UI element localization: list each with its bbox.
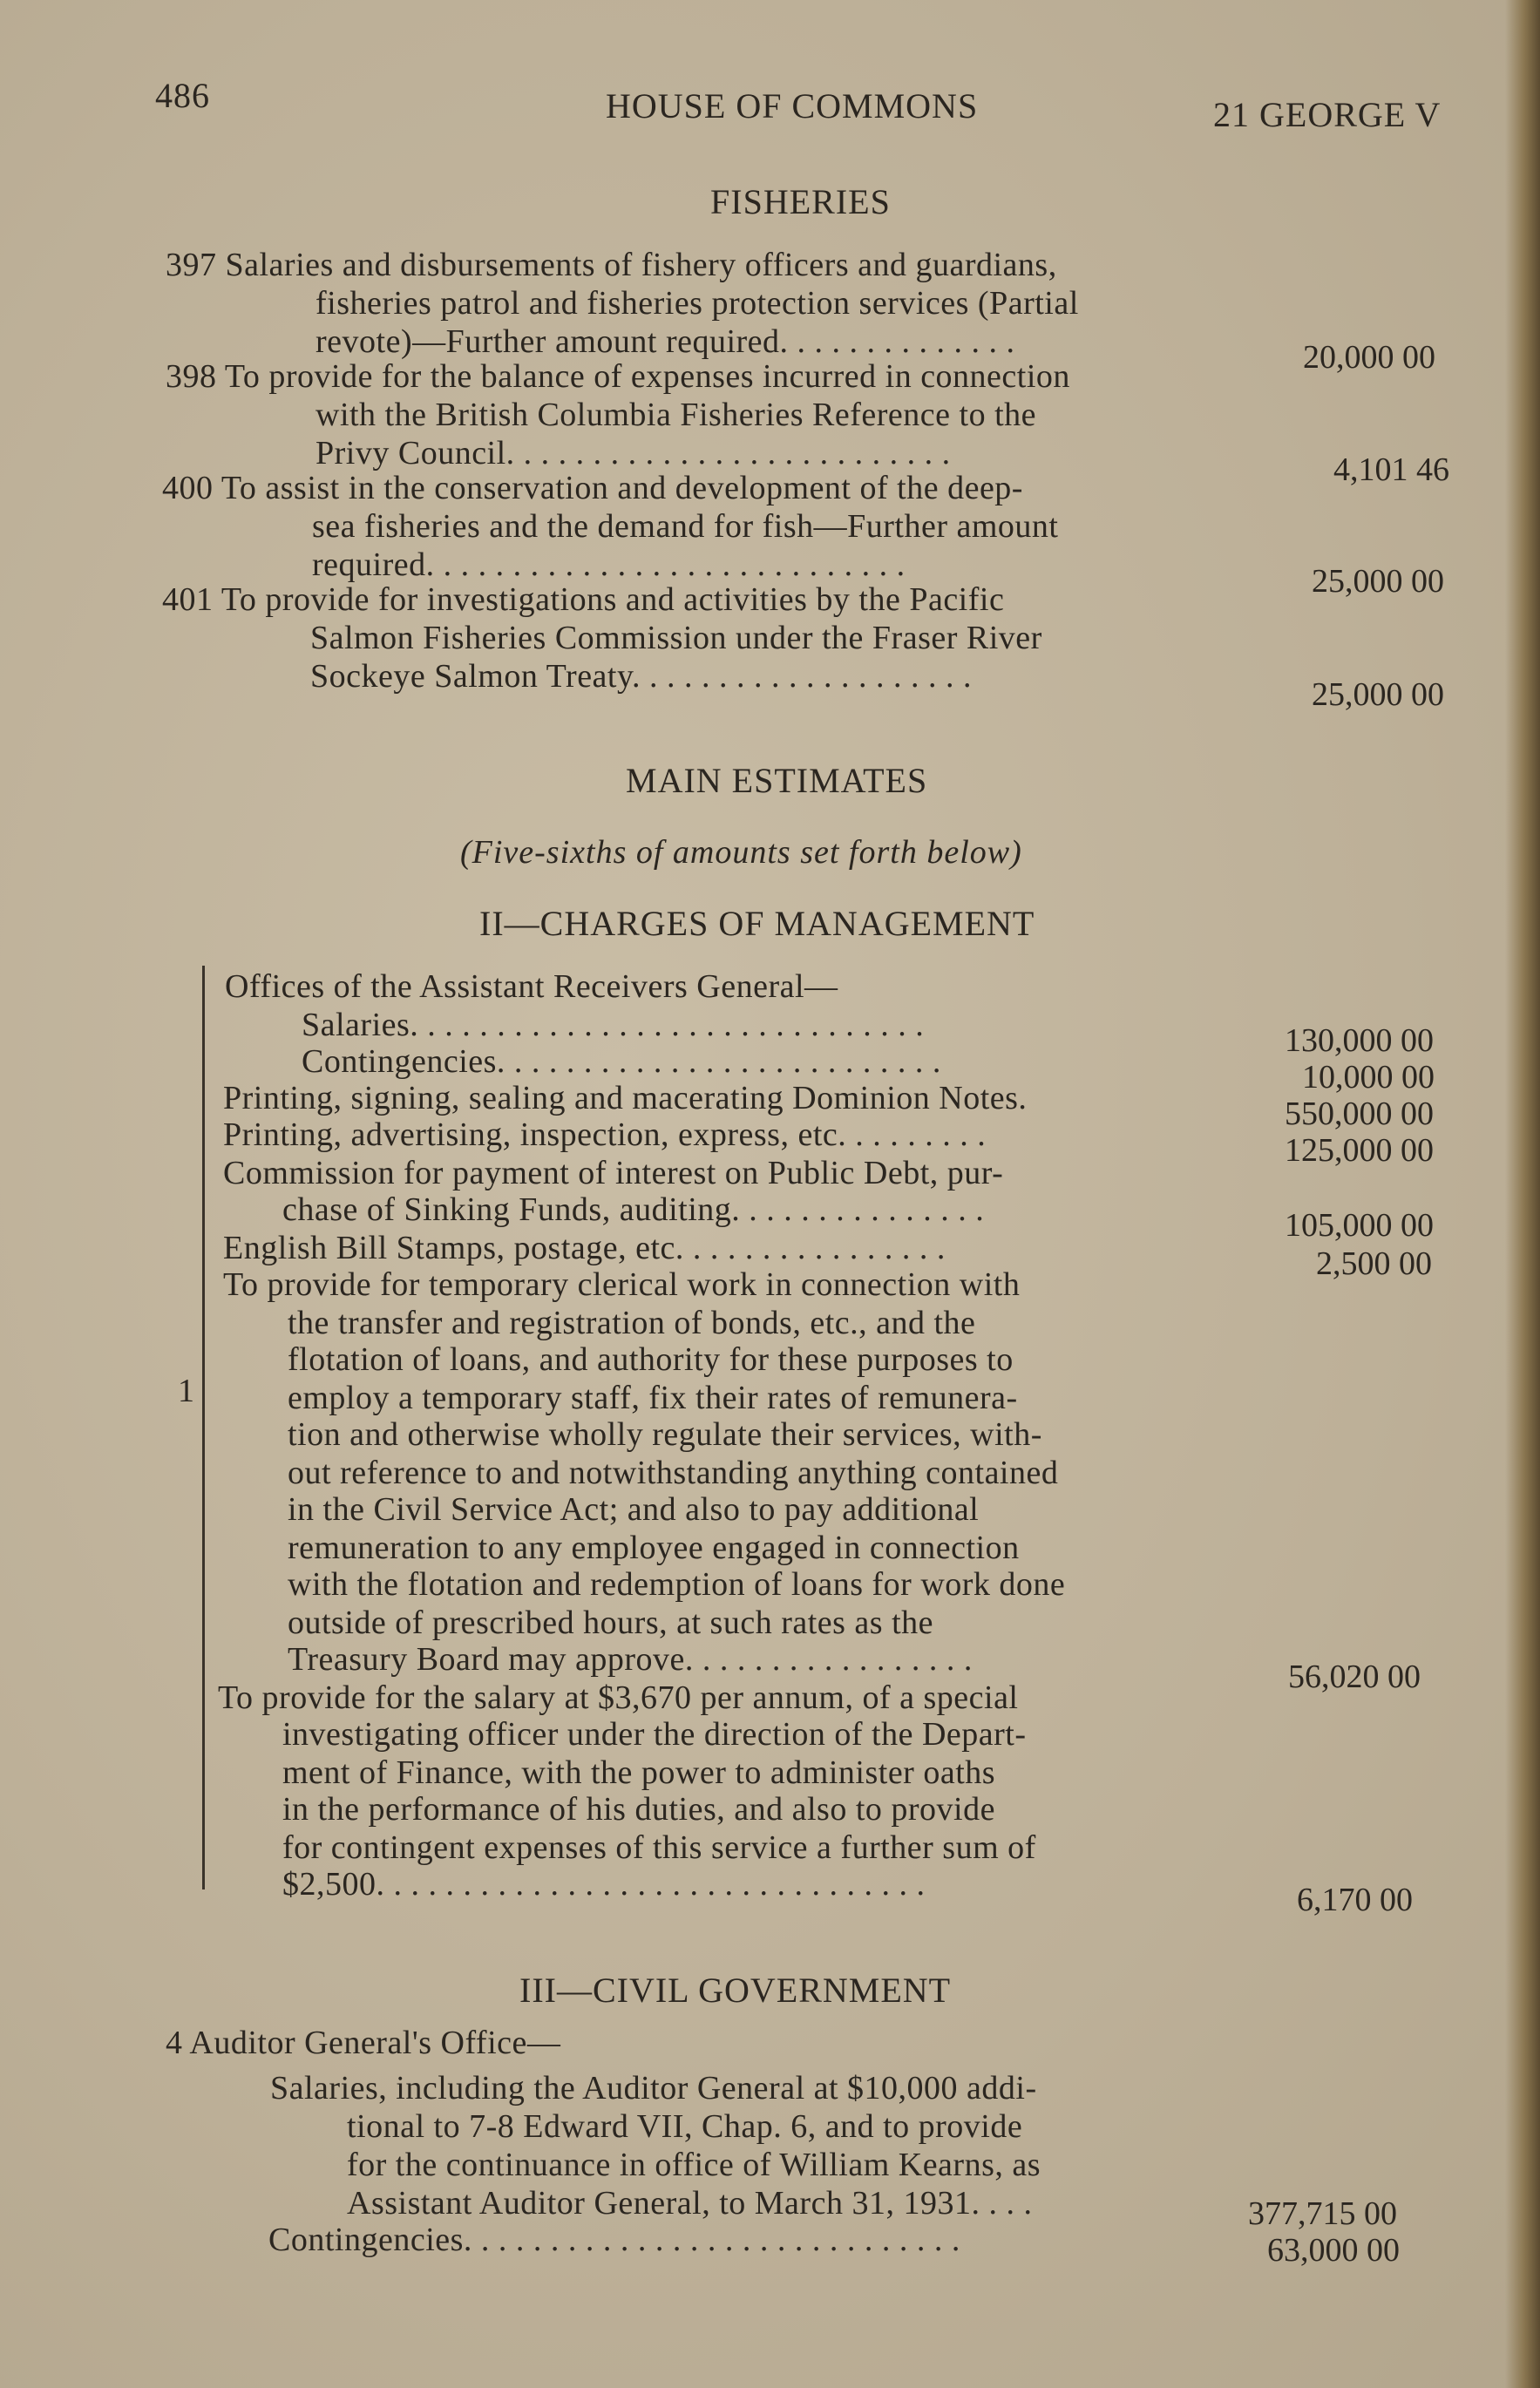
charge-amount: 6,170 00 xyxy=(1297,1882,1413,1918)
civil-line: tional to 7-8 Edward VII, Chap. 6, and to provide xyxy=(347,2108,1023,2145)
charge-line: Printing, advertising, inspection, express, etc. . . . . . . . . xyxy=(223,1116,987,1153)
vote-line: revote)—Further amount required. . . . . . . . . . . . . . xyxy=(315,323,1015,360)
vote-line: Sockeye Salmon Treaty. . . . . . . . . . . . . . . . . . . . xyxy=(310,658,973,695)
vote-amount: 20,000 00 xyxy=(1303,339,1435,376)
vote-line: sea fisheries and the demand for fish—Further amount xyxy=(312,508,1059,545)
charge-line: To provide for the salary at $3,670 per annum, of a special xyxy=(218,1679,1019,1716)
civil-line: for the continuance in office of William Kearns, as xyxy=(347,2147,1041,2183)
vote-line: Salmon Fisheries Commission under the Fraser River xyxy=(310,620,1042,656)
vote-number: 1 xyxy=(178,1373,195,1409)
section-heading-fisheries: FISHERIES xyxy=(710,182,891,221)
regnal-year: 21 GEORGE V xyxy=(1213,95,1442,134)
vote-amount: 25,000 00 xyxy=(1312,563,1444,600)
charge-line: English Bill Stamps, postage, etc. . . . . . . . . . . . . . . . xyxy=(223,1230,946,1266)
charge-line: flotation of loans, and authority for these purposes to xyxy=(288,1341,1014,1378)
charge-line: Salaries. . . . . . . . . . . . . . . . . . . . . . . . . . . . . . xyxy=(302,1007,925,1043)
vote-line: 397 Salaries and disbursements of fishery officers and guardians, xyxy=(166,247,1057,283)
charge-line: employ a temporary staff, fix their rates of remunera- xyxy=(288,1380,1018,1416)
charge-amount: 125,000 00 xyxy=(1285,1132,1434,1169)
charge-line: Offices of the Assistant Receivers General— xyxy=(225,968,838,1005)
charge-line: in the Civil Service Act; and also to pay additional xyxy=(288,1491,980,1528)
charge-line: Contingencies. . . . . . . . . . . . . . . . . . . . . . . . . . xyxy=(302,1043,941,1080)
vote-line: Privy Council. . . . . . . . . . . . . . . . . . . . . . . . . . xyxy=(315,435,951,471)
charge-line: Printing, signing, sealing and macerating Dominion Notes. xyxy=(223,1080,1028,1116)
vote-amount: 4,101 46 xyxy=(1333,451,1449,488)
vote-line: fisheries patrol and fisheries protection services (Partial xyxy=(315,285,1079,322)
vote-line: 401 To provide for investigations and activities by the Pacific xyxy=(162,581,1005,618)
charge-line: remuneration to any employee engaged in connection xyxy=(288,1530,1020,1566)
civil-line: 4 Auditor General's Office— xyxy=(166,2025,561,2061)
page-number: 486 xyxy=(155,76,210,115)
charge-line: with the flotation and redemption of loans for work done xyxy=(288,1566,1066,1603)
page-edge-shadow xyxy=(1505,0,1540,2388)
charge-line: Commission for payment of interest on Public Debt, pur- xyxy=(223,1155,1004,1191)
charge-line: To provide for temporary clerical work in connection with xyxy=(223,1266,1021,1303)
section-heading-civil-government: III—CIVIL GOVERNMENT xyxy=(519,1971,952,2010)
charge-line: chase of Sinking Funds, auditing. . . . . . . . . . . . . . . xyxy=(282,1191,985,1228)
charge-line: for contingent expenses of this service a further sum of xyxy=(282,1829,1036,1866)
charge-line: outside of prescribed hours, at such rates as the xyxy=(288,1604,934,1641)
charge-amount: 550,000 00 xyxy=(1285,1096,1434,1132)
charge-line: Treasury Board may approve. . . . . . . . . . . . . . . . . xyxy=(288,1641,973,1678)
vote-line: 400 To assist in the conservation and development of the deep- xyxy=(162,470,1023,506)
section-heading-charges-of-management: II—CHARGES OF MANAGEMENT xyxy=(479,904,1035,943)
charge-line: ment of Finance, with the power to administer oaths xyxy=(282,1754,996,1791)
running-title: HOUSE OF COMMONS xyxy=(606,86,979,126)
charge-line: the transfer and registration of bonds, etc., and the xyxy=(288,1305,976,1341)
charge-line: out reference to and notwithstanding anything contained xyxy=(288,1455,1059,1491)
charge-amount: 130,000 00 xyxy=(1285,1022,1434,1059)
civil-line: Salaries, including the Auditor General at $10,000 addi- xyxy=(270,2070,1037,2106)
charge-amount: 10,000 00 xyxy=(1302,1059,1435,1096)
section-heading-main-estimates: MAIN ESTIMATES xyxy=(626,761,928,800)
vote-line: 398 To provide for the balance of expenses incurred in connection xyxy=(166,358,1070,395)
vote-line: required. . . . . . . . . . . . . . . . . . . . . . . . . . . . xyxy=(312,546,906,583)
civil-line: Assistant Auditor General, to March 31, 1931. . . . xyxy=(347,2185,1033,2222)
charge-line: in the performance of his duties, and also to provide xyxy=(282,1791,995,1828)
vote-brace xyxy=(202,966,205,1889)
charge-line: $2,500. . . . . . . . . . . . . . . . . . . . . . . . . . . . . . . . xyxy=(282,1866,926,1903)
vote-amount: 25,000 00 xyxy=(1312,676,1444,713)
charge-line: tion and otherwise wholly regulate their services, with- xyxy=(288,1416,1042,1453)
civil-amount: 377,715 00 xyxy=(1248,2195,1397,2232)
vote-line: with the British Columbia Fisheries Reference to the xyxy=(315,397,1037,433)
charge-amount: 2,500 00 xyxy=(1316,1245,1432,1282)
civil-amount: 63,000 00 xyxy=(1267,2232,1400,2269)
main-estimates-subheading: (Five-sixths of amounts set forth below) xyxy=(460,834,1022,871)
charge-line: investigating officer under the direction of the Depart- xyxy=(282,1716,1027,1753)
civil-line: Contingencies. . . . . . . . . . . . . . . . . . . . . . . . . . . . . xyxy=(268,2222,960,2258)
charge-amount: 105,000 00 xyxy=(1285,1207,1434,1244)
charge-amount: 56,020 00 xyxy=(1288,1659,1421,1695)
